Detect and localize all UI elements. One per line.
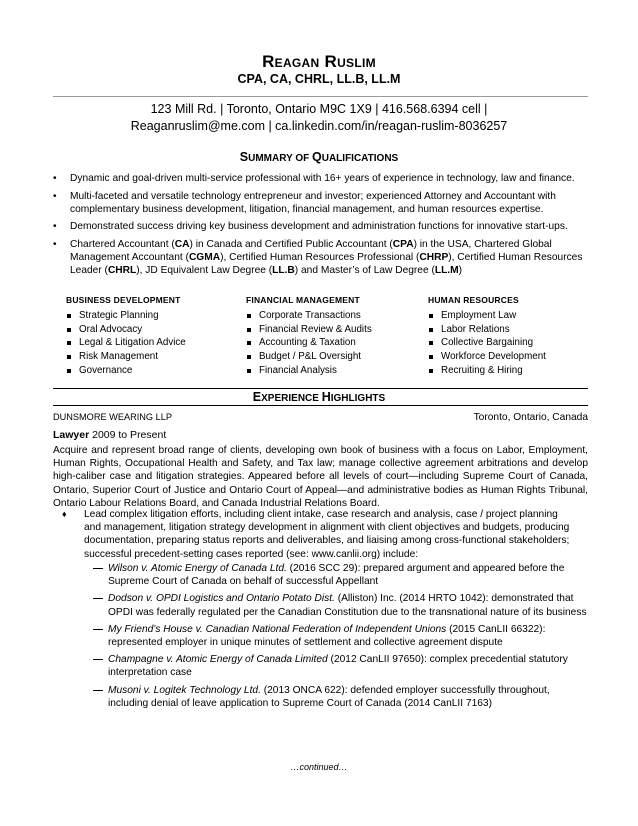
summary-item: • Dynamic and goal-driven multi-service professional with 16+ years of experience in technology, law and finance. [53, 173, 575, 184]
skill-item: Workforce Development [428, 350, 546, 364]
summary-list [53, 172, 583, 281]
summary-heading: SUMMARY OF QUALIFICATIONS [239, 150, 399, 164]
case-list [108, 562, 588, 714]
skill-column-business [66, 294, 186, 378]
employer-name: DUNSMORE WEARING LLP [53, 412, 172, 422]
square-bullet-icon [67, 369, 71, 373]
skill-item: Budget / P&L Oversight [246, 350, 372, 364]
experience-heading: EXPERIENCE HIGHLIGHTS [252, 390, 386, 404]
candidate-name: Reagan Ruslim [262, 52, 376, 71]
square-bullet-icon [429, 355, 433, 359]
skill-item: Employment Law [428, 309, 546, 323]
skill-item: Financial Review & Audits [246, 323, 372, 337]
case-item: My Friend’s House v. Canadian National Federation of Independent Unions (2015 CanLII 66322): represented employer in unique minutes of settlement and collective agreement dispute [108, 623, 588, 649]
skill-item: Risk Management [66, 350, 186, 364]
dash-bullet-icon [93, 690, 103, 691]
square-bullet-icon [247, 314, 251, 318]
employer-location: Toronto, Ontario, Canada [473, 412, 588, 423]
skill-column-hr [428, 294, 546, 378]
dash-bullet-icon [93, 568, 103, 569]
case-name: Musoni v. Logitek Technology Ltd. [108, 684, 261, 696]
case-item: Wilson v. Atomic Energy of Canada Ltd. (2016 SCC 29): prepared argument and appeared before the Supreme Court of Canada on behalf of successful Appellant [108, 562, 588, 588]
contact-address-line: 123 Mill Rd. | Toronto, Ontario M9C 1X9 | 416.568.6394 cell | [150, 102, 488, 116]
case-item: Dodson v. OPDI Logistics and Ontario Potato Dist. (Alliston) Inc. (2014 HRTO 1042): demonstrated that OPDI was federally regulated per the Canadian Constitution due to the transnational nature of its business [108, 592, 588, 618]
square-bullet-icon [67, 341, 71, 345]
square-bullet-icon [429, 341, 433, 345]
continued-note: …continued… [290, 762, 348, 772]
skill-heading: BUSINESS DEVELOPMENT [66, 295, 181, 305]
square-bullet-icon [247, 355, 251, 359]
summary-item: • Demonstrated success driving key business development and administration functions for innovative start-ups. [53, 221, 568, 232]
square-bullet-icon [247, 328, 251, 332]
case-name: Dodson v. OPDI Logistics and Ontario Potato Dist. [108, 593, 335, 605]
dash-bullet-icon [93, 598, 103, 599]
square-bullet-icon [67, 314, 71, 318]
contact-web-line: Reaganruslim@me.com | ca.linkedin.com/in/reagan-ruslim-8036257 [130, 119, 508, 133]
square-bullet-icon [429, 328, 433, 332]
skill-item: Corporate Transactions [246, 309, 372, 323]
square-bullet-icon [67, 328, 71, 332]
square-bullet-icon [247, 341, 251, 345]
skill-item: Labor Relations [428, 323, 546, 337]
contact-block [0, 101, 638, 135]
diamond-bullet-icon: ♦ [62, 509, 67, 519]
square-bullet-icon [67, 355, 71, 359]
skill-item: Strategic Planning [66, 309, 186, 323]
job-description: Acquire and represent broad range of clients, developing own book of business with a focus on Labor, Employment, Human Rights, Occupational Health and Safety, and Tax law; manage collective agreement arbitrations and develop high-caliber case and litigation strategies. Appeared before all levels of court—including Supreme Court of Canada, Ontario, Superior Court of Justice and Ontario Court of Appeal—and administrative bodies as Human Rights Tribunal, Ontario Labour Relations Board, and Canada Industrial Relations Board. [53, 445, 588, 509]
square-bullet-icon [429, 314, 433, 318]
skill-heading: HUMAN RESOURCES [428, 295, 519, 305]
skill-item: Governance [66, 364, 186, 378]
case-item: Champagne v. Atomic Energy of Canada Limited (2012 CanLII 97650): complex precedential statutory interpretation case [108, 653, 588, 679]
case-name: Champagne v. Atomic Energy of Canada Limited [108, 654, 328, 666]
summary-item: • Multi-faceted and versatile technology entrepreneur and investor; experienced Attorney and Accountant with complementary business development, litigation, financial management, and human resources expertise. [53, 190, 556, 215]
skill-item: Oral Advocacy [66, 323, 186, 337]
skill-item: Recruiting & Hiring [428, 364, 546, 378]
case-item: Musoni v. Logitek Technology Ltd. (2013 ONCA 622): defended employer successfully throughout, including denial of leave application to Supreme Court of Canada (2014 CanLII 7163) [108, 684, 588, 710]
skill-item: Collective Bargaining [428, 336, 546, 350]
skill-item: Legal & Litigation Advice [66, 336, 186, 350]
litigation-bullet: ♦ Lead complex litigation efforts, including client intake, case research and analysis, case / project planning and management, litigation strategy development in alignment with client objectives and budgets, producing documentation, preparing status reports and deliverables, and liaising among cross-functional stakeholders; successful precedent-setting cases reported (see: www.canlii.org) include: [62, 509, 570, 560]
skill-item: Accounting & Taxation [246, 336, 372, 350]
header-divider [53, 96, 588, 97]
skill-column-financial [246, 294, 372, 378]
square-bullet-icon [247, 369, 251, 373]
skills-grid [66, 294, 576, 374]
case-name: Wilson v. Atomic Energy of Canada Ltd. [108, 563, 287, 574]
job-title: Lawyer [53, 429, 90, 441]
case-name: My Friend’s House v. Canadian National Federation of Independent Unions [108, 623, 447, 635]
dash-bullet-icon [93, 629, 103, 630]
dash-bullet-icon [93, 659, 103, 660]
skill-item: Financial Analysis [246, 364, 372, 378]
job-role [53, 429, 166, 441]
summary-item-certifications: • Chartered Accountant (CA) in Canada and Certified Public Accountant (CPA) in the USA, Chartered Global Management Accountant (CGMA), Certified Human Resources Professional (CHRP), Certified Human Resources Leader (CHRL), JD Equivalent Law Degree (LL.B) and Master’s of Law Degree (LL.M) [53, 238, 583, 276]
employer-line [53, 412, 588, 423]
job-dates: 2009 to Present [92, 429, 167, 441]
square-bullet-icon [429, 369, 433, 373]
skill-heading: FINANCIAL MANAGEMENT [246, 295, 360, 305]
credentials: CPA, CA, CHRL, LL.B, LL.M [237, 72, 401, 86]
